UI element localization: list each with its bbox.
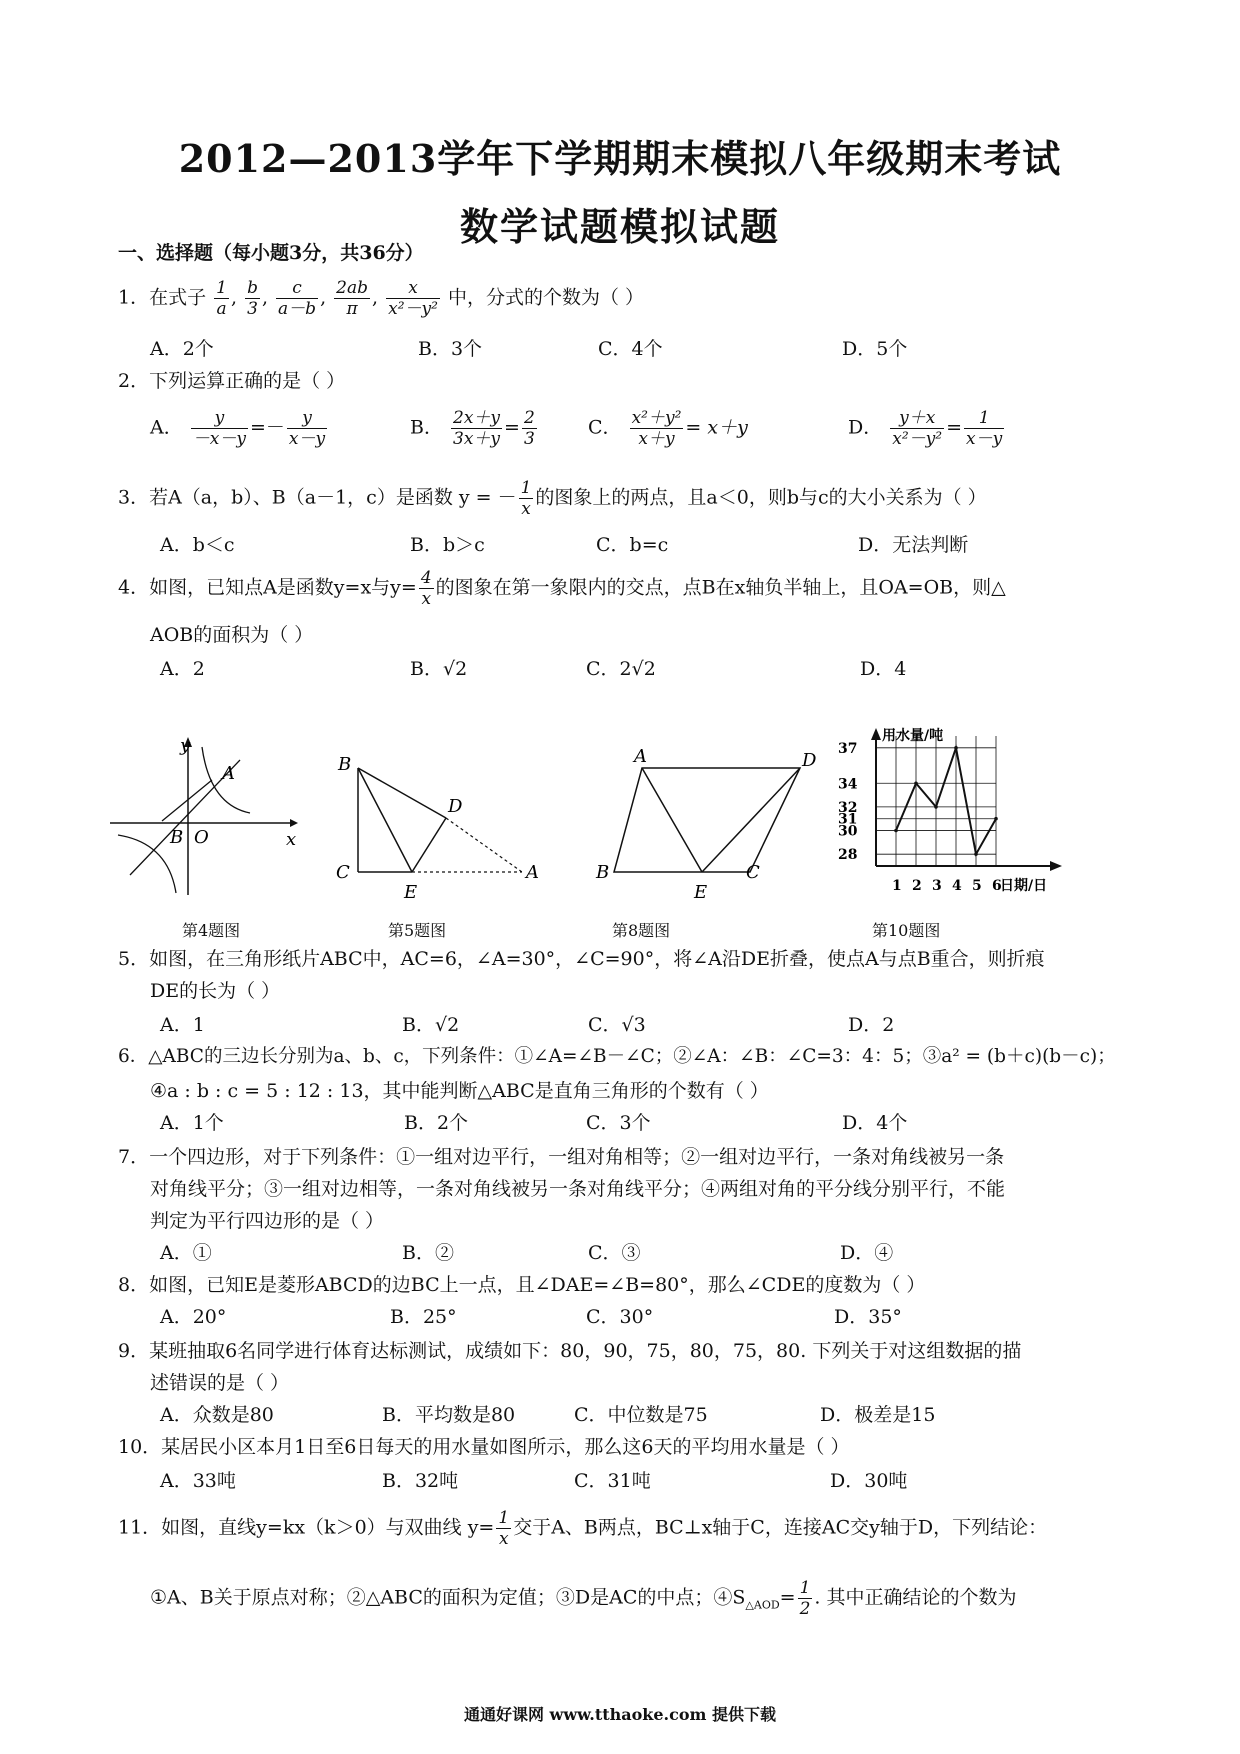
figure-5 [330, 740, 550, 900]
q1-option-c: C．4个 [598, 338, 663, 360]
question-9-line2: 述错误的是（ ） [150, 1372, 290, 1394]
q10-option-d: D．30吨 [830, 1470, 908, 1492]
chart-x-arrow [1050, 861, 1062, 871]
fig5-label-a: A [526, 862, 539, 883]
q1-option-d: D．5个 [842, 338, 908, 360]
q10-option-b: B．32吨 [382, 1470, 459, 1492]
q3-option-c: C．b=c [596, 534, 669, 556]
fig8-label-c: C [746, 862, 760, 883]
fig4-label-x: x [286, 829, 297, 850]
chart-point-4 [954, 746, 958, 750]
q10-option-c: C．31吨 [574, 1470, 651, 1492]
q1-prefix: 1．在式子 [118, 286, 207, 309]
q1-fraction-4: $\frac{2ab}{\pi}$ [336, 278, 369, 319]
fig8-label-a: A [634, 746, 647, 767]
chart-y-tick-5: 37 [838, 740, 858, 757]
question-3-stem: 3．若A（a，b）、B（a－1，c）是函数 y = － $\frac{1}{x}$ 的图象上的两点，且a＜0，则b与c的大小关系为（ ） [118, 478, 987, 519]
chart-y-arrow [871, 728, 881, 740]
q1-fraction-2: $\frac{b}{3}$ [247, 278, 258, 319]
q1-suffix: 中，分式的个数为（ ） [447, 286, 645, 309]
q7-option-c: C．③ [588, 1242, 641, 1264]
question-11-line1: 11．如图，直线y=kx（k＞0）与双曲线 y= $\frac{1}{x}$ 交于A、B两点，BC⊥x轴于C，连接AC交y轴于D，下列结论： [118, 1508, 1048, 1549]
q1-fraction-5: $\frac{x}{\text{x²－y²}}$ [388, 278, 438, 319]
chart-point-6 [994, 817, 998, 821]
q2-option-b: B． $\frac{2x+y}{3x+y}$ = $\frac{2}{3}$ [410, 408, 535, 449]
question-9-line1: 9．某班抽取6名同学进行体育达标测试，成绩如下：80，90，75，80，75，80. 下列关于对这组数据的描 [118, 1340, 1022, 1362]
figure-4 [110, 725, 300, 895]
q1-option-b: B．3个 [418, 338, 483, 360]
question-1-stem: 1．在式子 $\frac{1}{a}$ , $\frac{b}{3}$ , $\frac{c}{a-b}$ , $\frac{2ab}{\pi}$ , $\frac{x}{\text{x²－y²}}$ 中，分式的个数为（ ） [118, 278, 645, 319]
chart-x-tick-1: 1 [892, 878, 902, 894]
chart-y-tick-0: 28 [838, 847, 858, 864]
q8-option-d: D．35° [834, 1306, 902, 1328]
question-4-line2: AOB的面积为（ ） [150, 624, 314, 646]
q6-option-a: A．1个 [160, 1112, 224, 1134]
figure-8 [590, 740, 830, 900]
q3-option-b: B．b＞c [410, 534, 485, 556]
chart-x-tick-2: 2 [912, 878, 922, 894]
fig8-label-e: E [694, 882, 708, 900]
q5-option-c: C．√3 [588, 1014, 646, 1036]
fig5-label-b: B [338, 754, 352, 775]
q3-option-d: D．无法判断 [858, 534, 969, 556]
question-7-line1: 7．一个四边形，对于下列条件：①一组对边平行，一组对角相等；②一组对边平行，一条对角线被另一条 [118, 1146, 1005, 1168]
q2-option-a: A． $\frac{y}{-x-y}$ =－ $\frac{y}{x-y}$ [150, 408, 326, 449]
q7-option-b: B．② [402, 1242, 454, 1264]
q7-option-a: A．① [160, 1242, 212, 1264]
footer-source: 通通好课网 www.tthaoke.com 提供下载 [463, 1705, 777, 1724]
q2-option-c: C． $\frac{\text{x²＋y²}}{x+y}$ = x＋y [588, 408, 748, 449]
caption-fig10: 第10题图 [872, 921, 941, 940]
chart-y-tick-4: 34 [838, 776, 858, 793]
q9-option-d: D．极差是15 [820, 1404, 936, 1426]
fig8-label-d: D [802, 750, 817, 771]
question-11-line2: ①A、B关于原点对称；②△ABC的面积为定值；③D是AC的中点；$④S_{\triangle AOD}=$ $\frac{1}{2}$ . 其中正确结论的个数为 [150, 1578, 1017, 1619]
question-5-line1: 5．如图，在三角形纸片ABC中，AC=6，∠A=30°，∠C=90°，将∠A沿DE折叠，使点A与点B重合，则折痕 [118, 948, 1045, 970]
q7-option-d: D．④ [840, 1242, 894, 1264]
chart-point-2 [914, 781, 918, 785]
question-10-line1: 10．某居民小区本月1日至6日每天的用水量如图所示，那么这6天的平均用水量是（ ） [118, 1436, 850, 1458]
chart-point-3 [934, 805, 938, 809]
question-7-line3: 判定为平行四边形的是（ ） [150, 1210, 385, 1232]
fig5-label-e: E [404, 882, 418, 900]
fig5-label-d: D [448, 796, 463, 817]
q1-option-a: A．2个 [150, 338, 214, 360]
q10-option-a: A．33吨 [160, 1470, 236, 1492]
chart-point-1 [894, 829, 898, 833]
q2-option-d: D． $\frac{y+x}{\text{x²－y²}}$ = $\frac{1}{x-y}$ [848, 408, 1003, 449]
q8-option-c: C．30° [586, 1306, 654, 1328]
fig4-label-y: y [180, 735, 191, 756]
exam-subtitle: 数学试题模拟试题 [459, 204, 780, 249]
figure-10-chart [830, 718, 1080, 898]
question-7-line2: 对角线平分；③一组对边相等，一条对角线被另一条对角线平分；④两组对角的平分线分别平行，不能 [150, 1178, 1006, 1200]
q9-option-a: A．众数是80 [160, 1404, 274, 1426]
caption-fig8: 第8题图 [612, 921, 671, 940]
question-6-line2: ④a : b : c = 5 : 12 : 13，其中能判断△ABC是直角三角形的个数有（ ） [150, 1080, 769, 1102]
fig4-label-o: O [194, 827, 209, 848]
chart-point-5 [974, 852, 978, 856]
chart-y-tick-3: 32 [838, 799, 858, 816]
q4-option-d: D．4 [860, 658, 907, 680]
q5-option-a: A．1 [160, 1014, 205, 1036]
q4-option-b: B．√2 [410, 658, 468, 680]
q1-fraction-1: $\frac{1}{a}$ [216, 278, 227, 319]
chart-series-line [896, 748, 996, 854]
chart-x-tick-6: 6 [992, 878, 1002, 894]
q8-option-b: B．25° [390, 1306, 457, 1328]
fig4-x-arrow [290, 819, 298, 827]
q6-option-b: B．2个 [404, 1112, 469, 1134]
chart-title: 用水量/吨 [882, 728, 944, 744]
chart-x-label: 日期/日 [1000, 878, 1048, 894]
question-8-line1: 8．如图，已知E是菱形ABCD的边BC上一点，且∠DAE=∠B=80°，那么∠CDE的度数为（ ） [118, 1274, 926, 1296]
chart-x-tick-4: 4 [952, 878, 962, 894]
q5-option-b: B．√2 [402, 1014, 460, 1036]
q9-option-c: C．中位数是75 [574, 1404, 708, 1426]
fig8-label-b: B [596, 862, 610, 883]
q6-option-c: C．3个 [586, 1112, 651, 1134]
fig4-label-b: B [170, 827, 184, 848]
q6-option-d: D．4个 [842, 1112, 908, 1134]
question-2-stem: 2．下列运算正确的是（ ） [118, 370, 346, 392]
q1-fraction-3: $\frac{c}{a-b}$ [278, 278, 317, 319]
exam-title: 2012—2013学年下学期期末模拟八年级期末考试 [178, 136, 1062, 181]
caption-fig5: 第5题图 [388, 921, 447, 940]
chart-x-tick-5: 5 [972, 878, 982, 894]
fig5-label-c: C [336, 862, 350, 883]
question-5-line2: DE的长为（ ） [150, 980, 281, 1002]
chart-x-tick-3: 3 [932, 878, 942, 894]
chart-y-tick-1: 30 [838, 823, 858, 840]
section-heading: 一、选择题（每小题3分，共36分） [118, 242, 424, 264]
q4-option-a: A．2 [160, 658, 205, 680]
q4-option-c: C．2√2 [586, 658, 656, 680]
fig4-hyperbola-q3 [118, 835, 176, 893]
q8-option-a: A．20° [160, 1306, 227, 1328]
question-4-stem: 4．如图，已知点A是函数y=x与y= $\frac{4}{x}$ 的图象在第一象限内的交点，点B在x轴负半轴上，且OA=OB，则△ [118, 568, 1006, 609]
fig4-label-a: A [222, 763, 235, 784]
q9-option-b: B．平均数是80 [382, 1404, 516, 1426]
caption-fig4: 第4题图 [182, 921, 241, 940]
question-6-line1: 6．△ABC的三边长分别为a、b、c，下列条件：①∠A=∠B－∠C；②∠A：∠B：∠C=3：4：5；③a² = (b＋c)(b－c)； [118, 1046, 1116, 1067]
chart-y-tick-2: 31 [838, 811, 858, 828]
q5-option-d: D．2 [848, 1014, 895, 1036]
q3-option-a: A．b＜c [160, 534, 235, 556]
